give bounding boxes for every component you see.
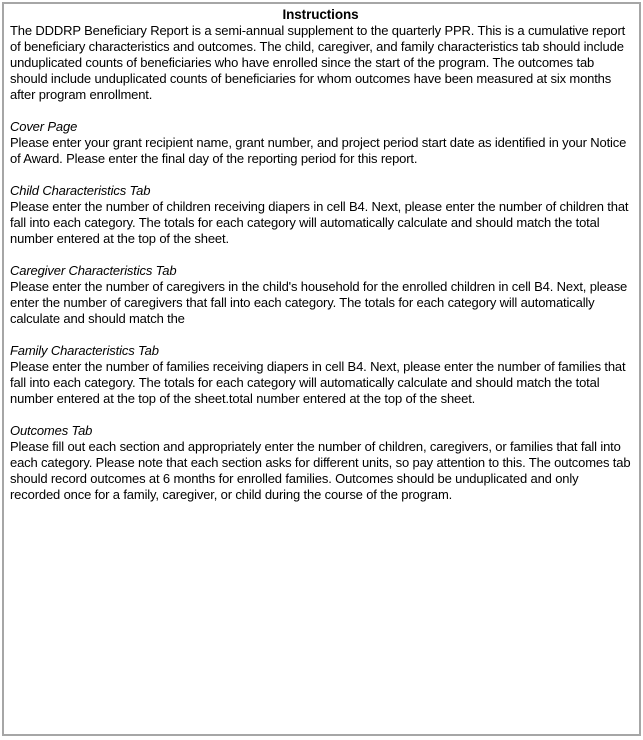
outcomes-heading: Outcomes Tab [10, 423, 93, 438]
cover-page-heading: Cover Page [10, 119, 78, 134]
section-child-characteristics [10, 183, 631, 247]
section-cover-page [10, 119, 631, 167]
family-characteristics-heading: Family Characteristics Tab [10, 343, 159, 358]
family-characteristics-text: Please enter the number of families receiving diapers in cell B4. Next, please enter the number of families that fall into each category. The totals for each category will automatically calculate and should match the total number entered at the top of the sheet.total number entered at the top of the sheet. [10, 359, 626, 406]
section-outcomes [10, 423, 631, 503]
page-title: Instructions [282, 7, 359, 22]
cover-page-text: Please enter your grant recipient name, grant number, and project period start date as identified in your Notice of Award. Please enter the final day of the reporting period for this report. [10, 135, 627, 166]
child-characteristics-text: Please enter the number of children receiving diapers in cell B4. Next, please enter the number of children that fall into each category. The totals for each category will automatically calculate and should match the total number entered at the top of the sheet. [10, 199, 629, 246]
section-caregiver-characteristics [10, 263, 631, 327]
section-family-characteristics [10, 343, 631, 407]
caregiver-characteristics-text: Please enter the number of caregivers in the child's household for the enrolled children in cell B4. Next, please enter the number of caregivers that fall into each category. The totals for each category will automatically calculate and should match the [10, 279, 628, 326]
child-characteristics-heading: Child Characteristics Tab [10, 183, 151, 198]
instructions-panel [2, 2, 641, 736]
outcomes-text: Please fill out each section and appropriately enter the number of children, caregivers, or families that fall into each category. Please note that each section asks for different units, so pay attention to this. The outcomes tab should record outcomes at 6 months for enrolled families. Outcomes should be unduplicated and only recorded once for a family, caregiver, or child during the course of the program. [10, 439, 631, 502]
caregiver-characteristics-heading: Caregiver Characteristics Tab [10, 263, 177, 278]
intro-paragraph: The DDDRP Beneficiary Report is a semi-annual supplement to the quarterly PPR. This is a cumulative report of beneficiary characteristics and outcomes. The child, caregiver, and family characteristics tab should include unduplicated counts of beneficiaries who have enrolled since the start of the program. The outcomes tab should include unduplicated counts of beneficiaries for whom outcomes have been measured at six months after program enrollment. [10, 23, 626, 102]
